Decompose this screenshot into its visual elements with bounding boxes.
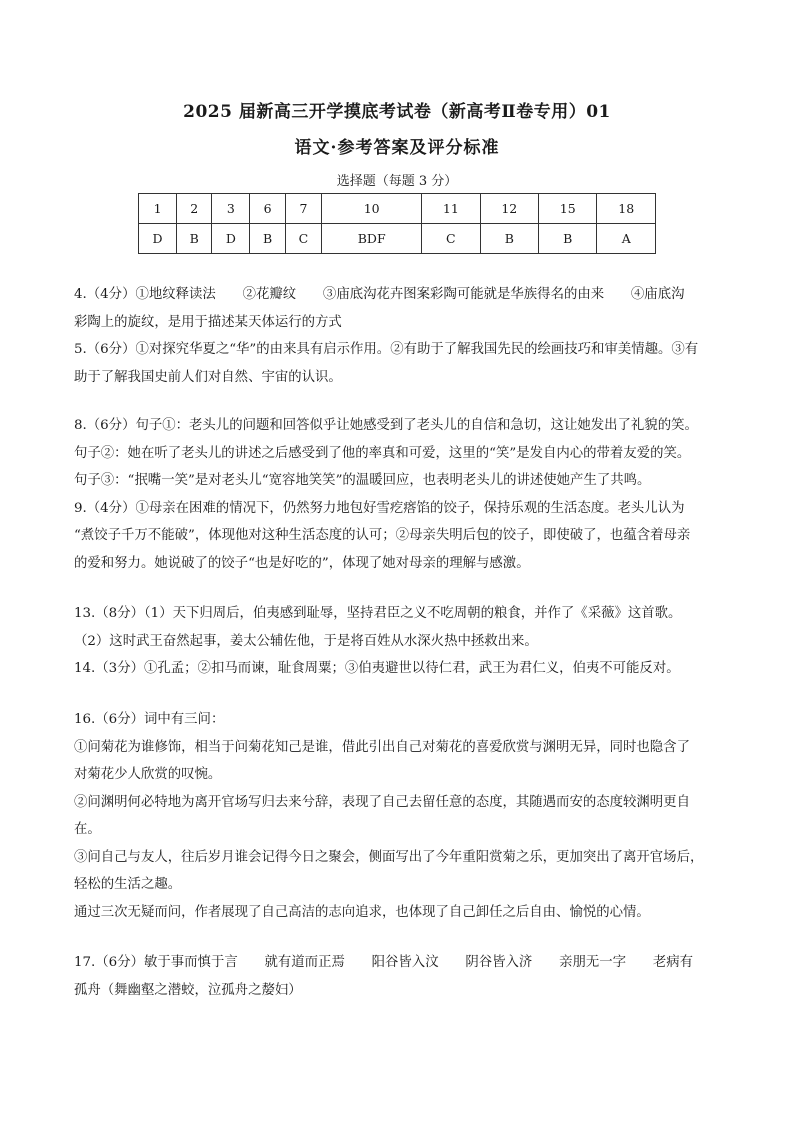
answer-line: 14.（3分）①孔孟；②扣马而谏，耻食周粟；③伯夷避世以待仁君，武王为君仁义，伯夷不可能反对。 <box>74 661 680 676</box>
question-number-cell: 10 <box>322 194 422 224</box>
question-number-cell: 11 <box>422 194 480 224</box>
answer-line: 句子③：“抿嘴一笑”是对老头儿“宽容地笑笑”的温暖回应，也表明老头儿的讲述使她产生了共鸣。 <box>74 473 651 488</box>
answer-line: 13.（8分）（1）天下归周后，伯夷感到耻辱，坚持君臣之义不吃周朝的粮食，并作了《采薇》这首歌。 <box>74 606 682 621</box>
question-number-cell: 18 <box>597 194 656 224</box>
answer-line: ①问菊花为谁修饰，相当于问菊花知己是谁，借此引出自己对菊花的喜爱欣赏与渊明无异，同时也隐含了 <box>74 739 690 755</box>
answer-block-q8-q9 <box>74 412 724 577</box>
answer-line: 5.（6分）①对探究华夏之“华”的由来具有启示作用。②有助于了解我国先民的绘画技巧和审美情趣。③有 <box>74 342 699 357</box>
mc-table-caption: 选择题（每题 3 分） <box>336 174 458 189</box>
answer-cell: B <box>480 224 538 254</box>
answer-cell: D <box>212 224 250 254</box>
answer-line: 9.（4分）①母亲在困难的情况下，仍然努力地包好雪疙瘩馅的饺子，保持乐观的生活态度。老头儿认为 <box>74 500 685 516</box>
answer-cell: BDF <box>322 224 422 254</box>
question-number-cell: 6 <box>250 194 285 224</box>
answer-cell: C <box>285 224 322 254</box>
answer-line: 的爱和努力。她说破了的饺子“也是好吃的”，体现了她对母亲的理解与感激。 <box>74 555 530 571</box>
answer-line: 句子②：她在听了老头儿的讲述之后感受到了他的率真和可爱，这里的“笑”是发自内心的带着友爱的笑。 <box>74 445 691 461</box>
mc-answer-table <box>138 193 656 254</box>
answer-line: 通过三次无疑而问，作者展现了自己高洁的志向追求，也体现了自己卸任之后自由、愉悦的心情。 <box>74 904 650 920</box>
answer-line: 轻松的生活之趣。 <box>74 877 182 892</box>
question-number-row <box>139 194 656 224</box>
answer-block-q17 <box>74 949 724 1004</box>
question-number-cell: 15 <box>539 194 597 224</box>
question-number-cell: 1 <box>139 194 177 224</box>
answer-line: ③问自己与友人，往后岁月谁会记得今日之聚会，侧面写出了今年重阳赏菊之乐，更加突出了离开官场后， <box>74 849 704 865</box>
answer-line: ②问渊明何必特地为离开官场写归去来兮辞，表现了自己去留任意的态度，其随遇而安的态度较渊明更自 <box>74 794 690 810</box>
answer-cell: B <box>539 224 597 254</box>
answer-row <box>139 224 656 254</box>
answer-line: 助于了解我国史前人们对自然、宇宙的认识。 <box>74 369 342 385</box>
answer-line: 孤舟（舞幽壑之潜蛟，泣孤舟之嫠妇） <box>74 982 302 998</box>
question-number-cell: 3 <box>212 194 250 224</box>
answer-line: 17.（6分）敏于事而慎于言 就有道而正焉 阳谷皆入汶 阴谷皆入济 亲朋无一字 老病有 <box>74 955 693 970</box>
page-title: 2025 届新高三开学摸底考试卷（新高考Ⅱ卷专用）01 <box>183 102 611 122</box>
question-number-cell: 7 <box>285 194 322 224</box>
question-number-cell: 12 <box>480 194 538 224</box>
page-subtitle: 语文·参考答案及评分标准 <box>294 138 500 158</box>
question-number-cell: 2 <box>177 194 212 224</box>
answer-line: 在。 <box>74 822 101 837</box>
answer-cell: B <box>177 224 212 254</box>
answer-line: 彩陶上的旋纹，是用于描述某天体运行的方式 <box>74 314 342 330</box>
answer-line: 16.（6分）词中有三问： <box>74 712 225 727</box>
answer-line: （2）这时武王奋然起事，姜太公辅佐他，于是将百姓从水深火热中拯救出来。 <box>74 633 538 649</box>
answer-cell: B <box>250 224 285 254</box>
answer-cell: A <box>597 224 656 254</box>
answer-block-q4-q5 <box>74 281 724 391</box>
answer-block-q13-q14 <box>74 600 724 683</box>
answer-cell: D <box>139 224 177 254</box>
answer-line: 对菊花少人欣赏的叹惋。 <box>74 767 222 782</box>
answer-line: 8.（6分）句子①：老头儿的问题和回答似乎让她感受到了老头儿的自信和急切，这让她发出了礼貌的笑。 <box>74 418 698 433</box>
answer-line: “煮饺子千万不能破”，体现他对这种生活态度的认可；②母亲失明后包的饺子，即使破了，也蕴含着母亲 <box>74 528 691 543</box>
answer-cell: C <box>422 224 480 254</box>
answer-line: 4.（4分）①地纹释读法 ②花瓣纹 ③庙底沟花卉图案彩陶可能就是华族得名的由来 ④庙底沟 <box>74 287 685 302</box>
answer-block-q16 <box>74 706 724 926</box>
